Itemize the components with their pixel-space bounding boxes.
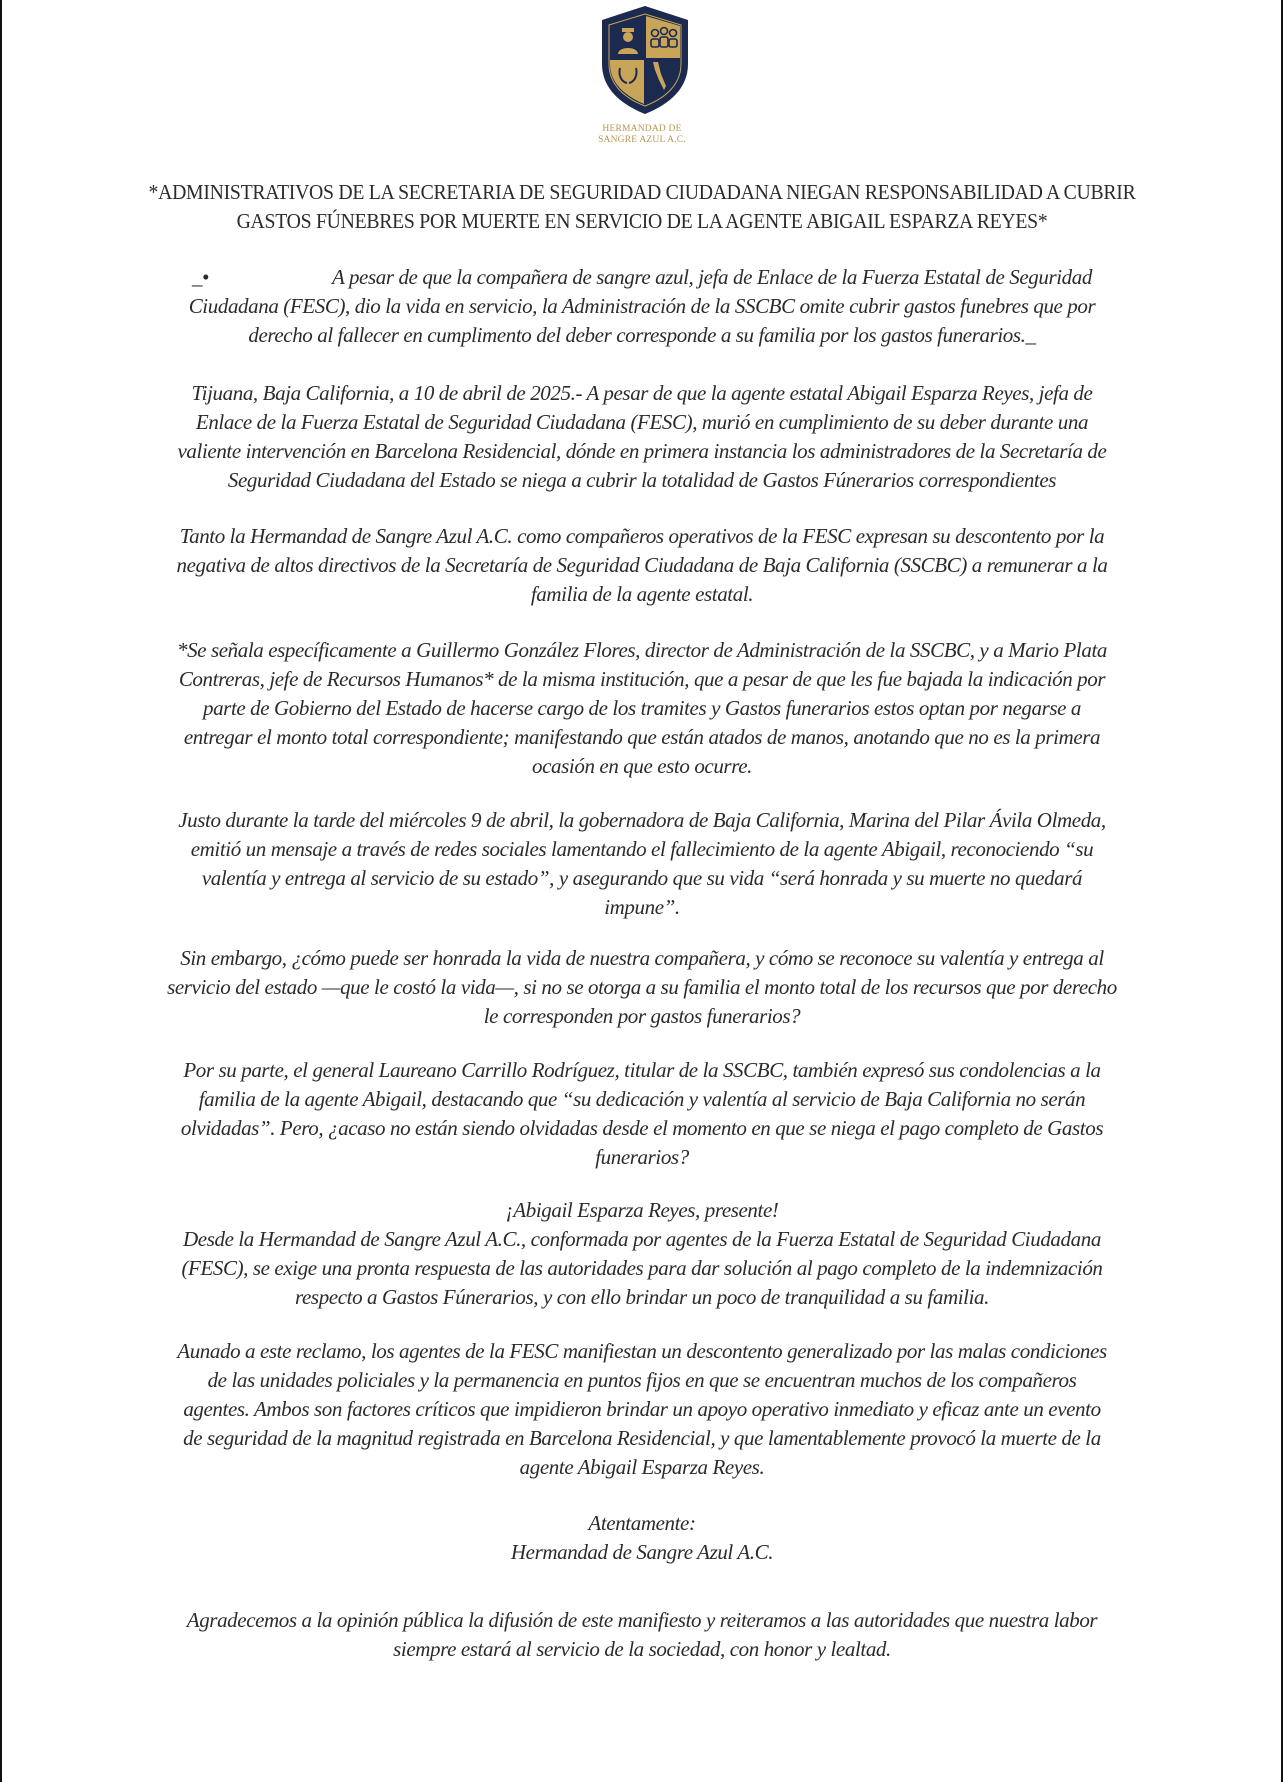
text-line: familia de la agente estatal. [530, 582, 754, 606]
text-line: valiente intervención en Barcelona Residencial, dónde en primera instancia los administradores de la Secretaría de [177, 439, 1107, 463]
text-line: Tijuana, Baja California, a 10 de abril de 2025.- A pesar de que la agente estatal Abigail Esparza Reyes, jefa de [191, 381, 1093, 405]
paragraph-discontent [80, 522, 1204, 609]
text-line: agente Abigail Esparza Reyes. [519, 1455, 765, 1479]
logo-org-name [560, 124, 724, 146]
paragraph-governor [80, 806, 1204, 922]
paragraph-general [80, 1056, 1204, 1172]
text-line: parte de Gobierno del Estado de hacerse cargo de los tramites y Gastos funerarios estos optan por negarse a [202, 696, 1081, 720]
text-line: Por su parte, el general Laureano Carrillo Rodríguez, titular de la SSCBC, también expresó sus condolencias a la [183, 1058, 1101, 1082]
text-line: entregar el monto total correspondiente; manifestando que están atados de manos, anotando que no es la primera [183, 725, 1101, 749]
text-line: Tanto la Hermandad de Sangre Azul A.C. como compañeros operativos de la FESC expresan su descontento por la [179, 524, 1105, 548]
summary-paragraph [80, 263, 1204, 350]
text-line: emitió un mensaje a través de redes sociales lamentando el fallecimiento de la agente Abigail, reconociendo “su [190, 837, 1094, 861]
summary-line [80, 263, 1204, 292]
text-line: funerarios? [595, 1145, 689, 1169]
text-line: Enlace de la Fuerza Estatal de Seguridad Ciudadana (FESC), murió en cumplimiento de su deber durante una [195, 410, 1089, 434]
paragraph-conditions [80, 1337, 1204, 1482]
text-line: siempre estará al servicio de la sociedad, con honor y lealtad. [393, 1637, 891, 1661]
text-line: Justo durante la tarde del miércoles 9 de abril, la gobernadora de Baja California, Marina del Pilar Ávila Olmeda, [178, 808, 1106, 832]
text-line: ocasión en que esto ocurre. [532, 754, 752, 778]
text-line: Desde la Hermandad de Sangre Azul A.C., conformada por agentes de la Fuerza Estatal de Seguridad Ciudadana [183, 1227, 1101, 1251]
text-line: Seguridad Ciudadana del Estado se niega a cubrir la totalidad de Gastos Fúnerarios correspondientes [227, 468, 1057, 492]
text-line: Sin embargo, ¿cómo puede ser honrada la vida de nuestra compañera, y cómo se reconoce su valentía y entrega al [180, 946, 1104, 970]
text-line: impune”. [604, 895, 680, 919]
text-line: Agradecemos a la opinión pública la difusión de este manifiesto y reiteramos a las autoridades que nuestra labor [186, 1608, 1098, 1632]
text-line: valentía y entrega al servicio de su estado”, y asegurando que su vida “será honrada y su muerte no quedará [201, 866, 1083, 890]
text-line: de las unidades policiales y la permanencia en puntos fijos en que se encuentran muchos de los compañeros [207, 1368, 1077, 1392]
shield-logo-icon [598, 4, 692, 116]
title-line: GASTOS FÚNEBRES POR MUERTE EN SERVICIO DE LA AGENTE ABIGAIL ESPARZA REYES* [236, 209, 1048, 233]
text-line: (FESC), se exige una pronta respuesta de las autoridades para dar solución al pago completo de la indemnización [181, 1256, 1103, 1280]
paragraph-demand [80, 1196, 1204, 1312]
paragraph-thanks [80, 1606, 1204, 1664]
document-title [76, 178, 1208, 236]
summary-line-text: A pesar de que la compañera de sangre azul, jefa de Enlace de la Fuerza Estatal de Seguridad [332, 265, 1092, 289]
text-line: respecto a Gastos Fúnerarios, y con ello brindar un poco de tranquilidad a su familia. [295, 1285, 989, 1309]
text-line: olvidadas”. Pero, ¿acaso no están siendo olvidadas desde el momento en que se niega el pago completo de Gastos [180, 1116, 1104, 1140]
logo-text-line: HERMANDAD DE [602, 124, 682, 134]
text-line: Contreras, jefe de Recursos Humanos* de la misma institución, que a pesar de que les fue bajada la indicación por [178, 667, 1106, 691]
text-line: negativa de altos directivos de la Secretaría de Seguridad Ciudadana de Baja California (SSCBC) a remunerar a la [176, 553, 1108, 577]
summary-line: Ciudadana (FESC), dio la vida en servicio, la Administración de la SSCBC omite cubrir gastos funebres que por [188, 294, 1096, 318]
page-border-right [1281, 0, 1283, 1782]
signature-block [80, 1509, 1204, 1567]
text-line: Aunado a este reclamo, los agentes de la FESC manifiestan un descontento generalizado por las malas condiciones [177, 1339, 1107, 1363]
summary-line: derecho al fallecer en cumplimento del deber corresponde a su familia por los gastos funerarios._ [248, 323, 1036, 347]
page-border-left [0, 0, 2, 1782]
paragraph-officials [80, 636, 1204, 781]
text-line: de seguridad de la magnitud registrada en Barcelona Residencial, y que lamentablemente provocó la muerte de la [183, 1426, 1101, 1450]
logo-text-line: SANGRE AZUL A.C. [598, 135, 686, 145]
text-line: le corresponden por gastos funerarios? [483, 1004, 801, 1028]
closing-salutation: Atentamente: [588, 1511, 696, 1535]
title-line: *ADMINISTRATIVOS DE LA SECRETARIA DE SEGURIDAD CIUDADANA NIEGAN RESPONSABILIDAD A CUBRIR [148, 180, 1136, 204]
paragraph-question [80, 944, 1204, 1031]
bullet-marker: _• [192, 265, 210, 289]
signatory-name: Hermandad de Sangre Azul A.C. [510, 1540, 774, 1564]
text-line: ¡Abigail Esparza Reyes, presente! [505, 1198, 779, 1222]
text-line: servicio del estado —que le costó la vida—, si no se otorga a su familia el monto total de los recursos que por derecho [167, 975, 1117, 999]
paragraph-dateline [80, 379, 1204, 495]
text-line: agentes. Ambos son factores críticos que impidieron brindar un apoyo operativo inmediato y eficaz ante un evento [183, 1397, 1101, 1421]
text-line: *Se señala específicamente a Guillermo González Flores, director de Administración de la SSCBC, y a Mario Plata [176, 638, 1108, 662]
text-line: familia de la agente Abigail, destacando que “su dedicación y valentía al servicio de Baja California no serán [198, 1087, 1086, 1111]
